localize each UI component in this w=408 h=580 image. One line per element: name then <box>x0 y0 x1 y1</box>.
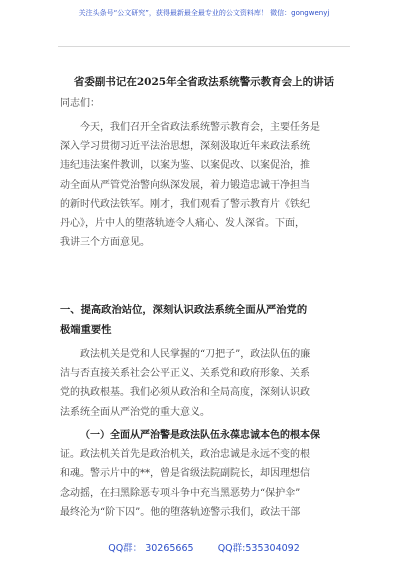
subsection-1-paragraph <box>60 426 350 522</box>
intro-line: 深入学习贯彻习近平法治思想，深刻汲取近年来政法系统 <box>60 141 310 153</box>
subsection-line: 最终沦为“阶下囚”。他的堕落轨迹警示我们，政法干部 <box>60 506 301 518</box>
subsection-line: 念动摇，在扫黑除恶专项斗争中充当黑恶势力“保护伞” <box>60 487 301 499</box>
section-para-line: 法系统全面从严治党的重大意义。 <box>60 406 210 418</box>
section-heading-line: 一、提高政治站位，深刻认识政法系统全面从严治党的 <box>60 304 308 316</box>
intro-line: 动全面从严管党治警向纵深发展，着力锻造忠诚干净担当 <box>60 179 310 191</box>
subsection-1-heading: （一）全面从严治警是政法队伍永葆忠诚本色的根本保 <box>80 430 320 441</box>
intro-line: 违纪违法案件教训，以案为鉴、以案促改、以案促治，推 <box>60 160 310 172</box>
intro-line: 今天，我们召开全省政法系统警示教育会，主要任务是 <box>80 122 320 133</box>
section-para-line: 政法机关是党和人民掌握的“刀把子”，政法队伍的廉 <box>80 349 311 360</box>
section-para-line: 洁与否直接关系社会公平正义、关系党和政府形象、关系 <box>60 368 310 380</box>
document-title: 省委副书记在2025年全省政法系统警示教育会上的讲话 <box>73 76 335 88</box>
intro-paragraph <box>60 118 350 252</box>
intro-line: 丹心》，片中人的堕落轨迹令人痛心、发人深省。下面， <box>60 218 305 230</box>
section-1-paragraph <box>60 345 350 422</box>
salutation: 同志们： <box>60 98 100 109</box>
footer-qq-groups: QQ群： 30265665 QQ群:535304092 <box>108 543 300 554</box>
section-heading-line: 极端重要性 <box>60 323 112 336</box>
subsection-line: 和魂。警示片中的**，曾是省级法院副院长，却因理想信 <box>60 468 310 480</box>
intro-line: 的新时代政法铁军。刚才，我们观看了警示教育片《铁纪 <box>60 198 310 210</box>
section-para-line: 党的执政根基。我们必须从政治和全局高度，深刻认识政 <box>60 387 310 399</box>
subsection-line: 证。政法机关首先是政治机关，政治忠诚是永远不变的根 <box>60 449 310 461</box>
header-promo-note: 关注头条号“公文研究”，获得最新最全最专业的公文资料库！ 微信：gongwenyj <box>78 9 330 17</box>
section-1-heading <box>60 301 350 340</box>
intro-line: 我讲三个方面意见。 <box>60 237 150 249</box>
header-divider <box>58 46 350 47</box>
